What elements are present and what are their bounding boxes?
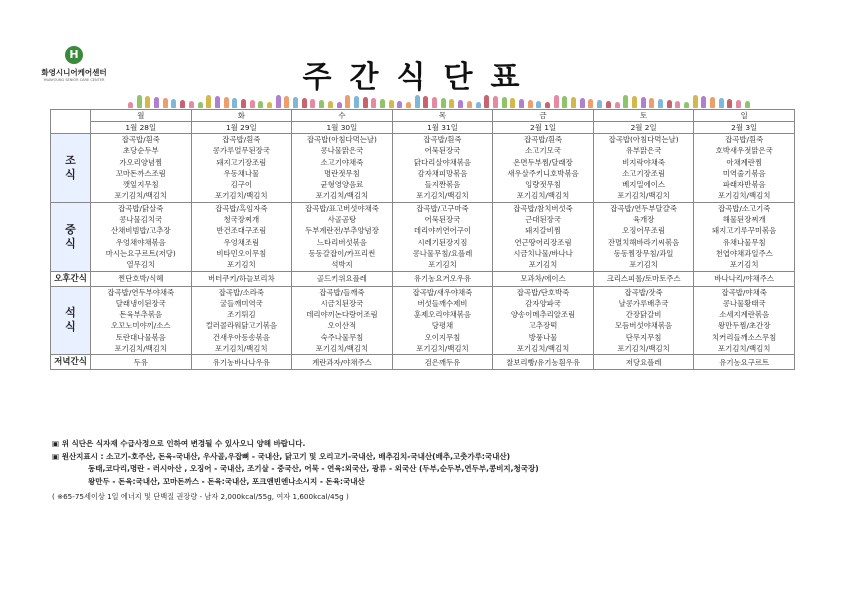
menu-item: 비지락야채죽 xyxy=(622,157,666,167)
menu-item: 두부계란전/부추양념장 xyxy=(304,226,379,236)
flower-icon xyxy=(641,97,646,108)
flower-icon xyxy=(441,98,446,108)
menu-item: 아채계란찜 xyxy=(726,157,763,167)
flower-icon xyxy=(675,101,680,108)
menu-cell xyxy=(392,134,493,203)
menu-item: 콩나물황태국 xyxy=(722,298,766,308)
menu-cell xyxy=(593,355,694,370)
menu-item: 초당순두부 xyxy=(122,146,159,156)
flower-icon xyxy=(371,98,376,108)
menu-item: 유기농바나나우유 xyxy=(212,357,270,367)
day-name: 금 xyxy=(493,110,594,122)
menu-cell xyxy=(191,286,292,355)
menu-item: 꼬마돈까스조림 xyxy=(115,168,166,178)
menu-item: 잡곡밥/흰죽 xyxy=(121,135,160,144)
flower-icon xyxy=(215,96,220,108)
flower-icon xyxy=(545,102,550,108)
menu-item: 어묵된장국 xyxy=(424,146,461,156)
menu-item: 잡곡밥(아침다먹는날) xyxy=(608,135,679,144)
flower-icon xyxy=(328,101,333,108)
day-date: 1월 28일 xyxy=(91,122,192,134)
flower-icon xyxy=(354,96,359,108)
menu-item: 간장닭갈비 xyxy=(625,310,662,320)
date-header-row xyxy=(51,122,795,134)
menu-item: 컬러콜라워닭고기볶음 xyxy=(205,321,278,331)
menu-item: 고추장떡 xyxy=(528,321,558,331)
menu-item: 잡곡밥/잣죽 xyxy=(624,287,663,297)
menu-item: 잡곡밥/흰죽 xyxy=(222,135,261,144)
menu-item: 포기김치/백김치 xyxy=(717,344,771,354)
menu-cell xyxy=(493,355,594,370)
menu-item: 저당요플레 xyxy=(625,357,662,367)
flower-icon xyxy=(597,100,602,108)
corner-cell xyxy=(51,110,91,134)
flower-icon xyxy=(623,95,628,108)
menu-cell xyxy=(91,271,192,286)
menu-cell xyxy=(191,134,292,203)
menu-item: 잡곡밥/흰죽 xyxy=(423,135,462,144)
logo-icon: H xyxy=(65,46,83,64)
menu-item: 석박지 xyxy=(331,260,353,270)
menu-item: 돼지고기장조림 xyxy=(216,157,267,167)
day-name: 토 xyxy=(593,110,694,122)
menu-cell xyxy=(292,355,393,370)
flower-icon xyxy=(389,100,394,108)
logo-name: 화영시니어케어센터 xyxy=(41,68,107,77)
menu-item: 포기김치/백김치 xyxy=(617,344,670,354)
menu-item: 포기김치/백김치 xyxy=(215,191,268,201)
menu-item: 계란과자/야채주스 xyxy=(312,357,372,367)
menu-cell xyxy=(493,134,594,203)
flower-icon xyxy=(449,99,454,108)
menu-item: 콩가루얼무된장국 xyxy=(212,146,270,156)
menu-item: 돼지고기루꾸미볶음 xyxy=(712,226,777,236)
notes-origin-label: ▣ 원산지표시 : 소고기-호주산, 돈육-국내산, 우사골,우잡뼈 - 국내산, 닭고기 및 오리고기-국내산, 배추김치-국내산(배추,고춧가루:국내산) xyxy=(52,451,511,461)
menu-item: 소고기모국 xyxy=(525,146,561,156)
day-name: 화 xyxy=(191,110,292,122)
menu-item: 콩나물무침/요플레 xyxy=(412,248,473,258)
day-name: 수 xyxy=(292,110,393,122)
day-date: 2월 3일 xyxy=(694,122,795,134)
flower-icon xyxy=(554,95,559,108)
menu-item: 해물된장찌개 xyxy=(722,215,766,225)
menu-item: 감자양파국 xyxy=(525,298,561,308)
menu-item: 방풍나물 xyxy=(528,332,558,342)
menu-item: 포기김치/백김치 xyxy=(315,344,369,354)
flower-icon xyxy=(510,98,515,108)
menu-item: 모과차/에이스 xyxy=(520,273,566,283)
day-header-row xyxy=(51,110,795,122)
flower-icon xyxy=(502,97,507,108)
menu-item: 포기김치/백김치 xyxy=(114,191,168,201)
menu-item: 바나나킥/야채주스 xyxy=(714,273,774,283)
flower-icon xyxy=(588,99,593,108)
flower-icon xyxy=(267,102,272,108)
flower-icon xyxy=(397,101,402,108)
menu-cell xyxy=(392,271,493,286)
menu-item: 달래냉이된장국 xyxy=(115,298,166,308)
menu-item: 버섯들깨수제비 xyxy=(417,298,468,308)
menu-item: 산채비빔밥/고추장 xyxy=(110,226,171,236)
flower-icon xyxy=(189,101,194,108)
menu-item: 굴들깨미역국 xyxy=(219,298,263,308)
menu-item: 데리야끼논다랑어조림 xyxy=(306,310,378,320)
menu-cell xyxy=(593,202,694,271)
menu-item: 육개장 xyxy=(632,215,655,225)
menu-cell xyxy=(694,134,795,203)
meal-row xyxy=(51,134,795,203)
flower-icon xyxy=(458,100,463,108)
menu-item: 미역줄기볶음 xyxy=(722,168,766,178)
menu-item: 근대된장국 xyxy=(525,215,561,225)
menu-item: 골드키위요플레 xyxy=(316,273,367,283)
menu-item: 들지짠볶음 xyxy=(424,180,461,190)
logo xyxy=(34,46,114,82)
menu-item: 동동갈잡이/카프리썬 xyxy=(308,248,376,258)
menu-item: 열무김치 xyxy=(126,260,156,270)
meal-label: 석 식 xyxy=(51,286,91,355)
page-title: 주간식단표 xyxy=(302,60,538,95)
day-name: 월 xyxy=(91,110,192,122)
menu-item: 오징어무조림 xyxy=(622,226,666,236)
menu-item: 잡곡밥/닭살죽 xyxy=(118,203,164,213)
day-date: 1월 29일 xyxy=(191,122,292,134)
flower-icon xyxy=(649,98,654,108)
menu-item: 잡곡밥/참치버섯죽 xyxy=(513,203,573,213)
flower-icon xyxy=(137,95,142,108)
menu-item: 포기김치 xyxy=(428,260,457,270)
menu-item: 포기김치/백김치 xyxy=(215,344,268,354)
flower-icon xyxy=(432,97,437,108)
menu-item: 깻잎지무침 xyxy=(122,180,159,190)
flower-icon xyxy=(345,95,350,108)
flower-decoration xyxy=(128,94,750,108)
menu-item: 찰보리빵/유기농흰우유 xyxy=(506,357,580,367)
menu-item: 왕만두찜/초간장 xyxy=(717,321,771,331)
menu-item: 시금치나물/바나나 xyxy=(513,248,573,258)
notes-nutrition-standard: ( ※65-75세이상 1일 에너지 및 단백질 권장량 - 남자 2,000kcal/55g, 여자 1,600kcal/45g ) xyxy=(52,492,349,501)
menu-item: 감자채피망볶음 xyxy=(417,168,468,178)
menu-item: 잡곡밥/흰죽 xyxy=(725,135,764,144)
flower-icon xyxy=(667,100,672,108)
flower-icon xyxy=(536,101,541,108)
menu-cell xyxy=(694,355,795,370)
flower-icon xyxy=(415,95,420,108)
menu-item: 두유 xyxy=(133,357,148,367)
menu-item: 검은깨두유 xyxy=(424,357,461,367)
flower-icon xyxy=(293,97,298,108)
flower-icon xyxy=(163,98,168,108)
flower-icon xyxy=(745,101,750,108)
menu-cell xyxy=(292,286,393,355)
menu-item: 호박새우젓맑은국 xyxy=(715,146,773,156)
flower-icon xyxy=(701,96,706,108)
meal-label: 중 식 xyxy=(51,202,91,271)
menu-cell xyxy=(292,202,393,271)
day-name: 목 xyxy=(392,110,493,122)
menu-table xyxy=(50,109,795,370)
menu-item: 크리스피롤/토마토주스 xyxy=(606,273,681,283)
menu-item: 당평채 xyxy=(431,321,454,331)
flower-icon xyxy=(710,97,715,108)
flower-icon xyxy=(180,100,185,108)
menu-item: 온면두부찜/달래장 xyxy=(513,157,573,167)
menu-item: 단무지무침 xyxy=(625,332,662,342)
flower-icon xyxy=(310,99,315,108)
flower-icon xyxy=(250,100,255,108)
menu-cell xyxy=(493,271,594,286)
menu-item: 어묵된장국 xyxy=(424,215,461,225)
menu-item: 김구이 xyxy=(230,180,253,190)
menu-item: 오꼬노미야끼/소스 xyxy=(110,321,171,331)
day-date: 2월 2일 xyxy=(593,122,694,134)
menu-cell xyxy=(694,271,795,286)
menu-item: 숙주나물무침 xyxy=(320,332,364,342)
menu-item: 소세지계란볶음 xyxy=(719,310,770,320)
menu-item: 잡곡밥/소라죽 xyxy=(218,287,264,297)
menu-item: 잡곡밥/연두부야채죽 xyxy=(107,287,175,297)
menu-item: 잡곡밥/단호박죽 xyxy=(516,287,570,297)
menu-item: 닭다리살야채볶음 xyxy=(413,157,472,167)
menu-item: 시레기된장지짐 xyxy=(417,237,468,247)
menu-cell xyxy=(91,286,192,355)
flower-icon xyxy=(658,99,663,108)
flower-icon xyxy=(319,100,324,108)
meal-label: 오후간식 xyxy=(51,271,91,286)
flower-icon xyxy=(284,96,289,108)
flower-icon xyxy=(241,99,246,108)
menu-item: 잡곡밥/표고버섯야채죽 xyxy=(304,203,379,213)
flower-icon xyxy=(206,95,211,108)
menu-item: 포기김치 xyxy=(729,260,759,270)
notes-origin-line: 동태,코다리,명란 - 러시아산 , 오징어 - 국내산, 조기살 - 중국산, 어묵 - 연육:외국산, 광류 - 외국산 (두부,순두부,연두부,콩비지,청국장) xyxy=(88,464,539,473)
day-date: 1월 31일 xyxy=(392,122,493,134)
menu-item: 청국장찌개 xyxy=(223,215,260,225)
menu-item: 포기김치 xyxy=(528,260,558,270)
menu-item: 느타리버섯볶음 xyxy=(316,237,367,247)
flower-icon xyxy=(258,101,263,108)
menu-item: 포기김치/백김치 xyxy=(416,344,469,354)
flower-icon xyxy=(727,99,732,108)
flower-icon xyxy=(198,102,203,108)
menu-cell xyxy=(91,202,192,271)
flower-icon xyxy=(302,98,307,108)
menu-item: 날콩가루배추국 xyxy=(618,298,669,308)
menu-item: 찐단호박/식혜 xyxy=(118,273,164,283)
menu-item: 건새우아동송볶음 xyxy=(212,332,270,342)
menu-cell xyxy=(392,286,493,355)
menu-cell xyxy=(593,134,694,203)
menu-item: 파래자반볶음 xyxy=(722,180,766,190)
menu-item: 우엉채야채볶음 xyxy=(115,237,166,247)
menu-item: 시금치된장국 xyxy=(320,298,364,308)
menu-cell xyxy=(191,271,292,286)
menu-cell xyxy=(91,355,192,370)
menu-item: 잡곡밥/흑임자죽 xyxy=(215,203,268,213)
menu-item: 포기김치 xyxy=(227,260,256,270)
flower-icon xyxy=(171,99,176,108)
menu-item: 사골곰탕 xyxy=(327,215,357,225)
menu-cell xyxy=(493,286,594,355)
menu-cell xyxy=(292,271,393,286)
menu-item: 오이지무침 xyxy=(424,332,461,342)
menu-cell xyxy=(493,202,594,271)
flower-icon xyxy=(615,102,620,108)
menu-item: 포기김치/백김치 xyxy=(315,191,369,201)
flower-icon xyxy=(337,102,342,108)
menu-item: 균형영양음료 xyxy=(320,180,364,190)
menu-item: 돈육부추볶음 xyxy=(119,310,163,320)
menu-cell xyxy=(191,355,292,370)
menu-item: 반건조대구조림 xyxy=(216,226,267,236)
menu-item: 훈제오리야채볶음 xyxy=(413,310,472,320)
flower-icon xyxy=(380,99,385,108)
flower-icon xyxy=(684,102,689,108)
snack-row xyxy=(51,271,795,286)
flower-icon xyxy=(363,97,368,108)
menu-item: 비타민오이무침 xyxy=(216,248,267,258)
menu-item: 가오리양념찜 xyxy=(119,157,163,167)
menu-cell xyxy=(292,134,393,203)
menu-item: 토란대나물볶음 xyxy=(115,332,166,342)
flower-icon xyxy=(580,98,585,108)
flower-icon xyxy=(493,96,498,108)
menu-item: 베지밀에이스 xyxy=(622,180,666,190)
menu-item: 모듬버섯야채볶음 xyxy=(615,321,673,331)
flower-icon xyxy=(476,102,481,108)
notes-origin-line: 왕만두 - 돈육:국내산, 꼬마돈까스 - 돈육:국내산, 포크앤빈엔나소시지 - 돈육:국내산 xyxy=(88,476,365,486)
menu-item: 포기김치/백김치 xyxy=(516,344,570,354)
menu-item: 잡곡밥(아침다먹는날) xyxy=(306,135,377,144)
menu-cell xyxy=(392,355,493,370)
flower-icon xyxy=(423,96,428,108)
day-name: 일 xyxy=(694,110,795,122)
menu-item: 잡곡밥/들깨죽 xyxy=(319,287,365,297)
menu-item: 유부맑은국 xyxy=(625,146,662,156)
snack-row xyxy=(51,355,795,370)
flower-icon xyxy=(128,102,133,108)
menu-item: 버터쿠키/하늘보리차 xyxy=(207,273,275,283)
menu-cell xyxy=(91,134,192,203)
menu-cell xyxy=(593,271,694,286)
flower-icon xyxy=(519,99,524,108)
menu-cell xyxy=(694,202,795,271)
menu-item: 우엉채조림 xyxy=(223,237,260,247)
flower-icon xyxy=(528,100,533,108)
meal-row xyxy=(51,286,795,355)
menu-cell xyxy=(191,202,292,271)
menu-item: 잡곡밥/새우야채죽 xyxy=(412,287,473,297)
flower-icon xyxy=(154,97,159,108)
menu-item: 유기농요거오우유 xyxy=(413,273,472,283)
day-date: 1월 30일 xyxy=(292,122,393,134)
menu-item: 유채나물무침 xyxy=(722,237,766,247)
flower-icon xyxy=(632,96,637,108)
menu-item: 잔멸치해바라기씨볶음 xyxy=(607,237,680,247)
notes-change-notice: ▣ 위 식단은 식자재 수급사정으로 인하여 변경될 수 있사오니 양해 바랍니다. xyxy=(52,439,306,448)
logo-subtitle: HWAYOUNG SENIOR CARE CENTER xyxy=(43,78,105,82)
menu-item: 조기튀김 xyxy=(227,310,256,320)
menu-item: 연근땅어리장조림 xyxy=(514,237,572,247)
menu-item: 오이산적 xyxy=(327,321,357,331)
flower-icon xyxy=(145,96,150,108)
meal-row xyxy=(51,202,795,271)
menu-item: 잡곡밥/소고기죽 xyxy=(717,203,771,213)
menu-item: 잡곡밥/연두부달걀죽 xyxy=(610,203,677,213)
menu-item: 새우살주키니호박볶음 xyxy=(507,168,579,178)
menu-item: 포기김치 xyxy=(629,260,658,270)
flower-icon xyxy=(606,101,611,108)
menu-cell xyxy=(392,202,493,271)
meal-label: 저녁간식 xyxy=(51,355,91,370)
flower-icon xyxy=(232,98,237,108)
menu-item: 잡곡밥/고구마죽 xyxy=(416,203,469,213)
menu-item: 콩나물김치국 xyxy=(119,215,163,225)
menu-item: 데리야끼연어구이 xyxy=(413,226,472,236)
menu-item: 양송이메추리알조림 xyxy=(510,310,576,320)
flower-icon xyxy=(693,95,698,108)
menu-cell xyxy=(593,286,694,355)
notes-section xyxy=(52,438,539,504)
flower-icon xyxy=(224,97,229,108)
flower-icon xyxy=(571,97,576,108)
menu-item: 천엽야채과일주스 xyxy=(715,248,773,258)
menu-item: 소고기장조림 xyxy=(622,168,666,178)
flower-icon xyxy=(467,101,472,108)
menu-item: 소고기야채죽 xyxy=(320,157,364,167)
menu-cell xyxy=(694,286,795,355)
flower-icon xyxy=(719,98,724,108)
flower-icon xyxy=(276,95,281,108)
menu-item: 동동찜장무침/과일 xyxy=(613,248,674,258)
menu-item: 포기김치/백김치 xyxy=(416,191,469,201)
menu-item: 포기김치/백김치 xyxy=(617,191,670,201)
flower-icon xyxy=(736,100,741,108)
menu-item: 잉량젓무침 xyxy=(525,180,561,190)
menu-item: 돼지갈비찜 xyxy=(525,226,561,236)
flower-icon xyxy=(562,96,567,108)
menu-item: 마시는요구르트(저당) xyxy=(105,248,176,258)
menu-item: 치커리들깨소스무침 xyxy=(712,332,777,342)
menu-item: 유기농요구르트 xyxy=(719,357,770,367)
flower-icon xyxy=(406,102,411,108)
menu-item: 우동채나물 xyxy=(223,168,260,178)
menu-item: 콩나물맑은국 xyxy=(320,146,364,156)
menu-item: 포기김치/백김치 xyxy=(114,344,168,354)
menu-item: 잡곡밥/흰죽 xyxy=(523,135,563,144)
day-date: 2월 1일 xyxy=(493,122,594,134)
menu-item: 포기김치/백김치 xyxy=(717,191,771,201)
menu-item: 명란젓무침 xyxy=(324,168,360,178)
flower-icon xyxy=(484,95,489,108)
meal-label: 조 식 xyxy=(51,134,91,203)
menu-item: 잡곡밥/야채죽 xyxy=(721,287,767,297)
menu-item: 포기김치/백김치 xyxy=(516,191,570,201)
